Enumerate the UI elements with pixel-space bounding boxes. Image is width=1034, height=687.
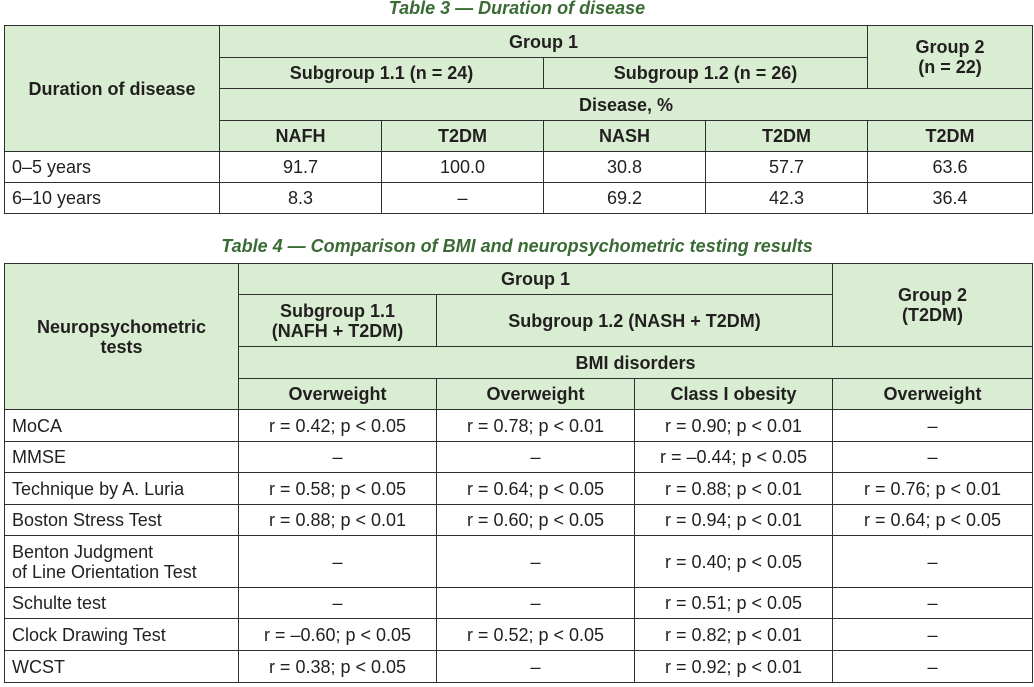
table4-caption: Table 4 — Comparison of BMI and neuropsychometric testing results <box>221 236 813 256</box>
row-label: Boston Stress Test <box>5 505 239 536</box>
row-label: MoCA <box>5 410 239 442</box>
table-cell: r = 0.51; p < 0.05 <box>635 588 833 619</box>
subgroup-1-1-header: Subgroup 1.1 (n = 24) <box>220 58 544 89</box>
table-row <box>5 505 1033 536</box>
table-cell: r = 0.58; p < 0.05 <box>239 473 437 505</box>
group1-header: Group 1 <box>220 26 868 58</box>
table-cell: – <box>833 619 1033 651</box>
table-row <box>5 442 1033 473</box>
table-cell: – <box>833 536 1033 588</box>
group2-label: Group 2 <box>898 285 968 305</box>
table-cell: r = –0.60; p < 0.05 <box>239 619 437 651</box>
table-cell: 91.7 <box>220 152 382 183</box>
row-label: 6–10 years <box>5 183 220 214</box>
column-header: T2DM <box>706 121 868 152</box>
table-cell: 8.3 <box>220 183 382 214</box>
subgroup-1-2-header: Subgroup 1.2 (n = 26) <box>544 58 868 89</box>
table-cell: – <box>437 536 635 588</box>
row-label: Schulte test <box>5 588 239 619</box>
table-cell: r = 0.92; p < 0.01 <box>635 651 833 683</box>
column-header: Overweight <box>239 379 437 410</box>
table-cell: 57.7 <box>706 152 868 183</box>
table-cell: – <box>382 183 544 214</box>
table-cell: r = 0.82; p < 0.01 <box>635 619 833 651</box>
table-row <box>5 183 1033 214</box>
row-header-line2: tests <box>100 336 143 357</box>
table-cell: – <box>437 442 635 473</box>
column-header: Class I obesity <box>635 379 833 410</box>
table-cell: r = –0.44; p < 0.05 <box>635 442 833 473</box>
table-cell: – <box>833 410 1033 442</box>
table-row <box>5 536 1033 588</box>
table-cell: r = 0.94; p < 0.01 <box>635 505 833 536</box>
bmi-disorders-header: BMI disorders <box>239 347 1033 379</box>
table-cell: 100.0 <box>382 152 544 183</box>
group2-header <box>833 264 1033 347</box>
table-cell: r = 0.60; p < 0.05 <box>437 505 635 536</box>
group2-type: (T2DM) <box>902 305 964 325</box>
column-header: NASH <box>544 121 706 152</box>
table-cell: r = 0.90; p < 0.01 <box>635 410 833 442</box>
table-cell: – <box>239 442 437 473</box>
row-header-line1: Neuropsychometric <box>36 316 207 337</box>
table-cell: r = 0.64; p < 0.05 <box>437 473 635 505</box>
row-label: Clock Drawing Test <box>5 619 239 651</box>
table-cell: – <box>239 588 437 619</box>
table-cell: 36.4 <box>868 183 1033 214</box>
table-row <box>5 410 1033 442</box>
table-cell: 63.6 <box>868 152 1033 183</box>
column-header: NAFH <box>220 121 382 152</box>
bmi-neuropsychometric-table <box>4 263 1033 683</box>
table-row <box>5 588 1033 619</box>
table-cell: r = 0.88; p < 0.01 <box>239 505 437 536</box>
row-header-duration: Duration of disease <box>5 26 220 152</box>
row-header-tests <box>5 264 239 410</box>
table-cell: 69.2 <box>544 183 706 214</box>
table-cell: – <box>437 588 635 619</box>
table-row <box>5 651 1033 683</box>
table-cell: r = 0.40; p < 0.05 <box>635 536 833 588</box>
group2-label: Group 2 <box>915 37 985 57</box>
table-row <box>5 619 1033 651</box>
table-cell: – <box>239 536 437 588</box>
group1-header: Group 1 <box>239 264 833 295</box>
table-cell: r = 0.76; p < 0.01 <box>833 473 1033 505</box>
table-cell: 42.3 <box>706 183 868 214</box>
row-label-line1: Benton Judgment <box>12 541 154 562</box>
row-label-line2: of Line Orientation Test <box>12 561 197 582</box>
table-cell: r = 0.52; p < 0.05 <box>437 619 635 651</box>
group2-header <box>868 26 1033 89</box>
column-header: Overweight <box>833 379 1033 410</box>
table-row <box>5 473 1033 505</box>
table-cell: – <box>833 442 1033 473</box>
table-cell: – <box>437 651 635 683</box>
table-row <box>5 152 1033 183</box>
row-label: WCST <box>5 651 239 683</box>
table-cell: r = 0.38; p < 0.05 <box>239 651 437 683</box>
duration-of-disease-table <box>4 25 1033 214</box>
table-cell: r = 0.42; p < 0.05 <box>239 410 437 442</box>
row-label: 0–5 years <box>5 152 220 183</box>
column-header: T2DM <box>868 121 1033 152</box>
subgroup-1-2-header: Subgroup 1.2 (NASH + T2DM) <box>437 295 833 347</box>
row-label <box>5 536 239 588</box>
row-label: Technique by A. Luria <box>5 473 239 505</box>
column-header: T2DM <box>382 121 544 152</box>
row-label: MMSE <box>5 442 239 473</box>
group2-n: (n = 22) <box>918 57 982 77</box>
table-cell: r = 0.88; p < 0.01 <box>635 473 833 505</box>
subgroup-1-1-header <box>239 295 437 347</box>
column-header: Overweight <box>437 379 635 410</box>
table-cell: r = 0.64; p < 0.05 <box>833 505 1033 536</box>
subgroup-1-1-desc: (NAFH + T2DM) <box>271 320 404 341</box>
subgroup-1-1-label: Subgroup 1.1 <box>279 300 395 321</box>
table-cell: r = 0.78; p < 0.01 <box>437 410 635 442</box>
table-cell: – <box>833 588 1033 619</box>
table-cell: – <box>833 651 1033 683</box>
disease-percent-header: Disease, % <box>220 89 1033 121</box>
table3-caption: Table 3 — Duration of disease <box>388 0 646 18</box>
table-cell: 30.8 <box>544 152 706 183</box>
